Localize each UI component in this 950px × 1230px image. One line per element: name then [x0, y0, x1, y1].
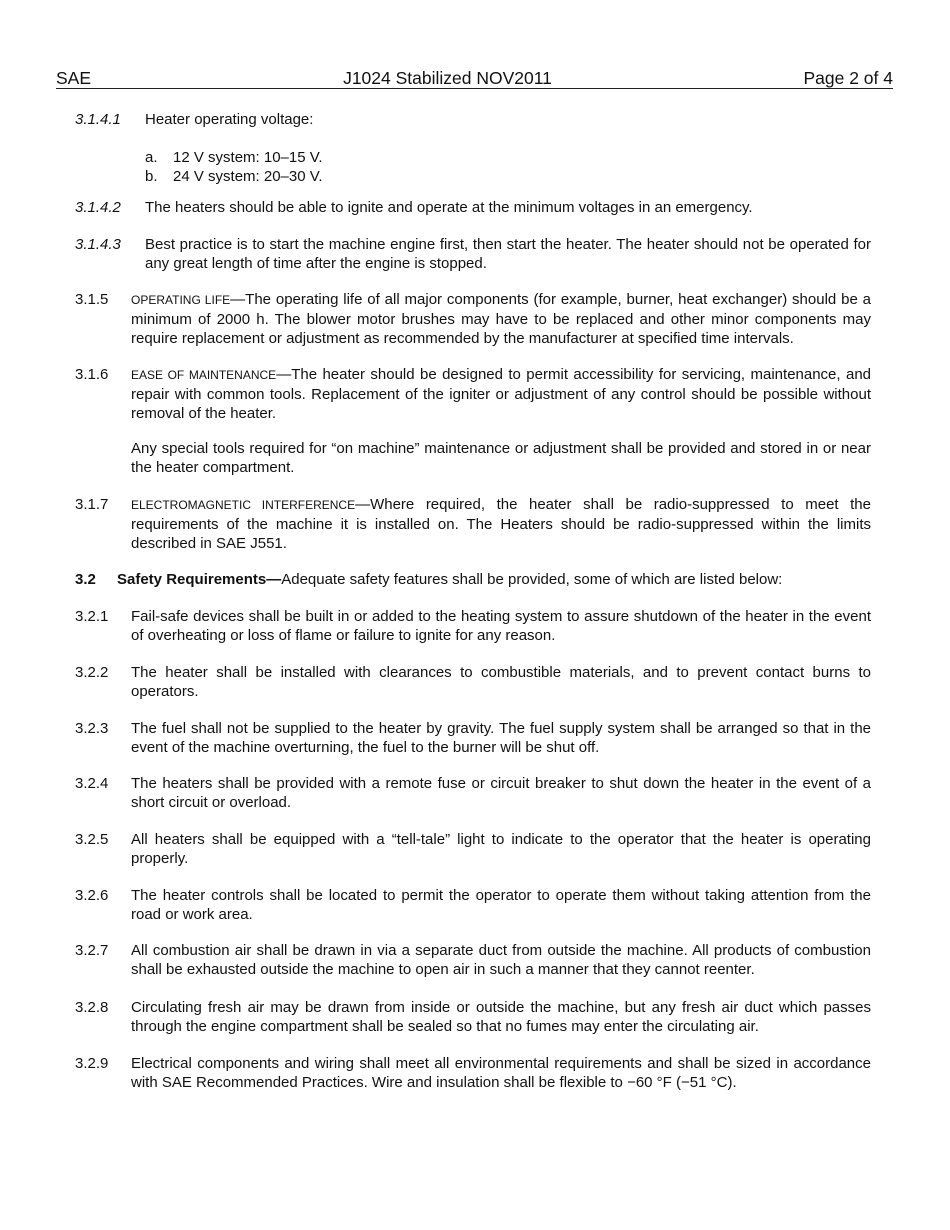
list-item-text: 12 V system: 10–15 V.	[173, 149, 323, 166]
section-text: All heaters shall be equipped with a “tell-tale” light to indicate to the operator that the heater is operating properly.	[131, 831, 871, 867]
list-item-label: a.	[145, 149, 158, 166]
section-3-2-6	[75, 886, 871, 924]
page-header	[56, 68, 893, 89]
section-text: The heater shall be installed with clearances to combustible materials, and to prevent contact burns to operators.	[131, 664, 871, 700]
section-3-2-4	[75, 774, 871, 812]
section-3-2-2	[75, 663, 871, 701]
section-3-1-4-3	[75, 235, 871, 273]
header-doc-id: J1024 Stabilized NOV2011	[343, 68, 552, 88]
section-3-2-8	[75, 998, 871, 1036]
section-heading: Safety Requirements—	[117, 571, 282, 588]
list-item	[145, 167, 545, 186]
section-number: 3.1.7	[75, 496, 109, 513]
section-3-2-3	[75, 719, 871, 757]
section-heading: ELECTROMAGNETIC INTERFERENCE	[131, 498, 356, 512]
list-item-label: b.	[145, 168, 158, 185]
header-page-number: Page 2 of 4	[803, 68, 893, 88]
section-text: Heater operating voltage:	[145, 111, 314, 128]
section-text: All combustion air shall be drawn in via a separate duct from outside the machine. All products of combustion shall be exhausted outside the machine to open air in such a manner that they cannot reenter.	[131, 942, 871, 978]
section-3-1-4-1	[75, 110, 871, 129]
section-3-2-9	[75, 1054, 871, 1092]
section-text	[131, 290, 871, 348]
list-item	[145, 148, 545, 167]
section-body: —Where required, the heater shall be radio-suppressed to meet the requirements of the machine it is installed on. The Heaters should be radio-suppressed within the limits described in SAE J551.	[131, 496, 871, 552]
section-text: Best practice is to start the machine engine first, then start the heater. The heater should not be operated for any great length of time after the engine is stopped.	[145, 236, 871, 272]
section-text: The heaters shall be provided with a remote fuse or circuit breaker to shut down the heater in the event of a short circuit or overload.	[131, 775, 871, 811]
section-heading: OPERATING LIFE	[131, 293, 231, 307]
list-item-text: 24 V system: 20–30 V.	[173, 168, 323, 185]
section-heading: EASE OF MAINTENANCE	[131, 368, 277, 382]
section-text: The fuel shall not be supplied to the heater by gravity. The fuel supply system shall be arranged so that in the event of the machine overturning, the fuel to the burner will be shut off.	[131, 720, 871, 756]
section-number: 3.2.6	[75, 887, 109, 904]
section-3-2	[75, 570, 871, 589]
section-number: 3.2.5	[75, 831, 109, 848]
section-number: 3.2.2	[75, 664, 109, 681]
section-3-1-5	[75, 290, 871, 348]
section-body: Adequate safety features shall be provided, some of which are listed below:	[281, 571, 783, 588]
section-number: 3.2	[75, 571, 96, 588]
section-text: Any special tools required for “on machine” maintenance or adjustment shall be provided and stored in or near the heater compartment.	[131, 440, 871, 476]
section-text: The heaters should be able to ignite and operate at the minimum voltages in an emergency.	[145, 199, 753, 216]
section-number: 3.1.4.2	[75, 199, 121, 216]
section-text: Fail-safe devices shall be built in or added to the heating system to assure shutdown of the heater in the event of overheating or loss of flame or failure to ignite for any reason.	[131, 608, 871, 644]
section-body: —The operating life of all major components (for example, burner, heat exchanger) should be a minimum of 2000 h. The blower motor brushes may have to be replaced and other minor components may require replacement or adjustment as recommended by the manufacturer at specified time intervals.	[131, 291, 871, 347]
section-number: 3.1.5	[75, 291, 109, 308]
section-number: 3.2.8	[75, 999, 109, 1016]
section-number: 3.2.3	[75, 720, 109, 737]
section-number: 3.2.4	[75, 775, 109, 792]
section-text: The heater controls shall be located to permit the operator to operate them without taking attention from the road or work area.	[131, 887, 871, 923]
section-text: Electrical components and wiring shall meet all environmental requirements and shall be sized in accordance with SAE Recommended Practices. Wire and insulation shall be flexible to −60 °F (−51 °C).	[131, 1055, 871, 1091]
section-text	[117, 570, 871, 589]
section-3-2-7	[75, 941, 871, 979]
section-number: 3.1.6	[75, 366, 109, 383]
section-3-1-6	[75, 365, 871, 423]
section-number: 3.1.4.1	[75, 111, 121, 128]
section-3-1-6-continued	[75, 439, 871, 477]
section-number: 3.2.7	[75, 942, 109, 959]
section-number: 3.2.1	[75, 608, 109, 625]
section-number: 3.1.4.3	[75, 236, 121, 253]
section-text: Circulating fresh air may be drawn from inside or outside the machine, but any fresh air duct which passes through the engine compartment shall be sealed so that no fumes may enter the circulating air.	[131, 999, 871, 1035]
section-text	[131, 495, 871, 553]
section-3-2-1	[75, 607, 871, 645]
section-3-2-5	[75, 830, 871, 868]
section-number: 3.2.9	[75, 1055, 109, 1072]
section-3-1-4-2	[75, 198, 871, 217]
header-org: SAE	[56, 68, 92, 88]
section-text	[131, 365, 871, 423]
section-3-1-7	[75, 495, 871, 553]
section-body: —The heater should be designed to permit accessibility for servicing, maintenance, and repair with common tools. Replacement of the igniter or adjustment of any control should be possible without removal of the heater.	[131, 366, 872, 422]
